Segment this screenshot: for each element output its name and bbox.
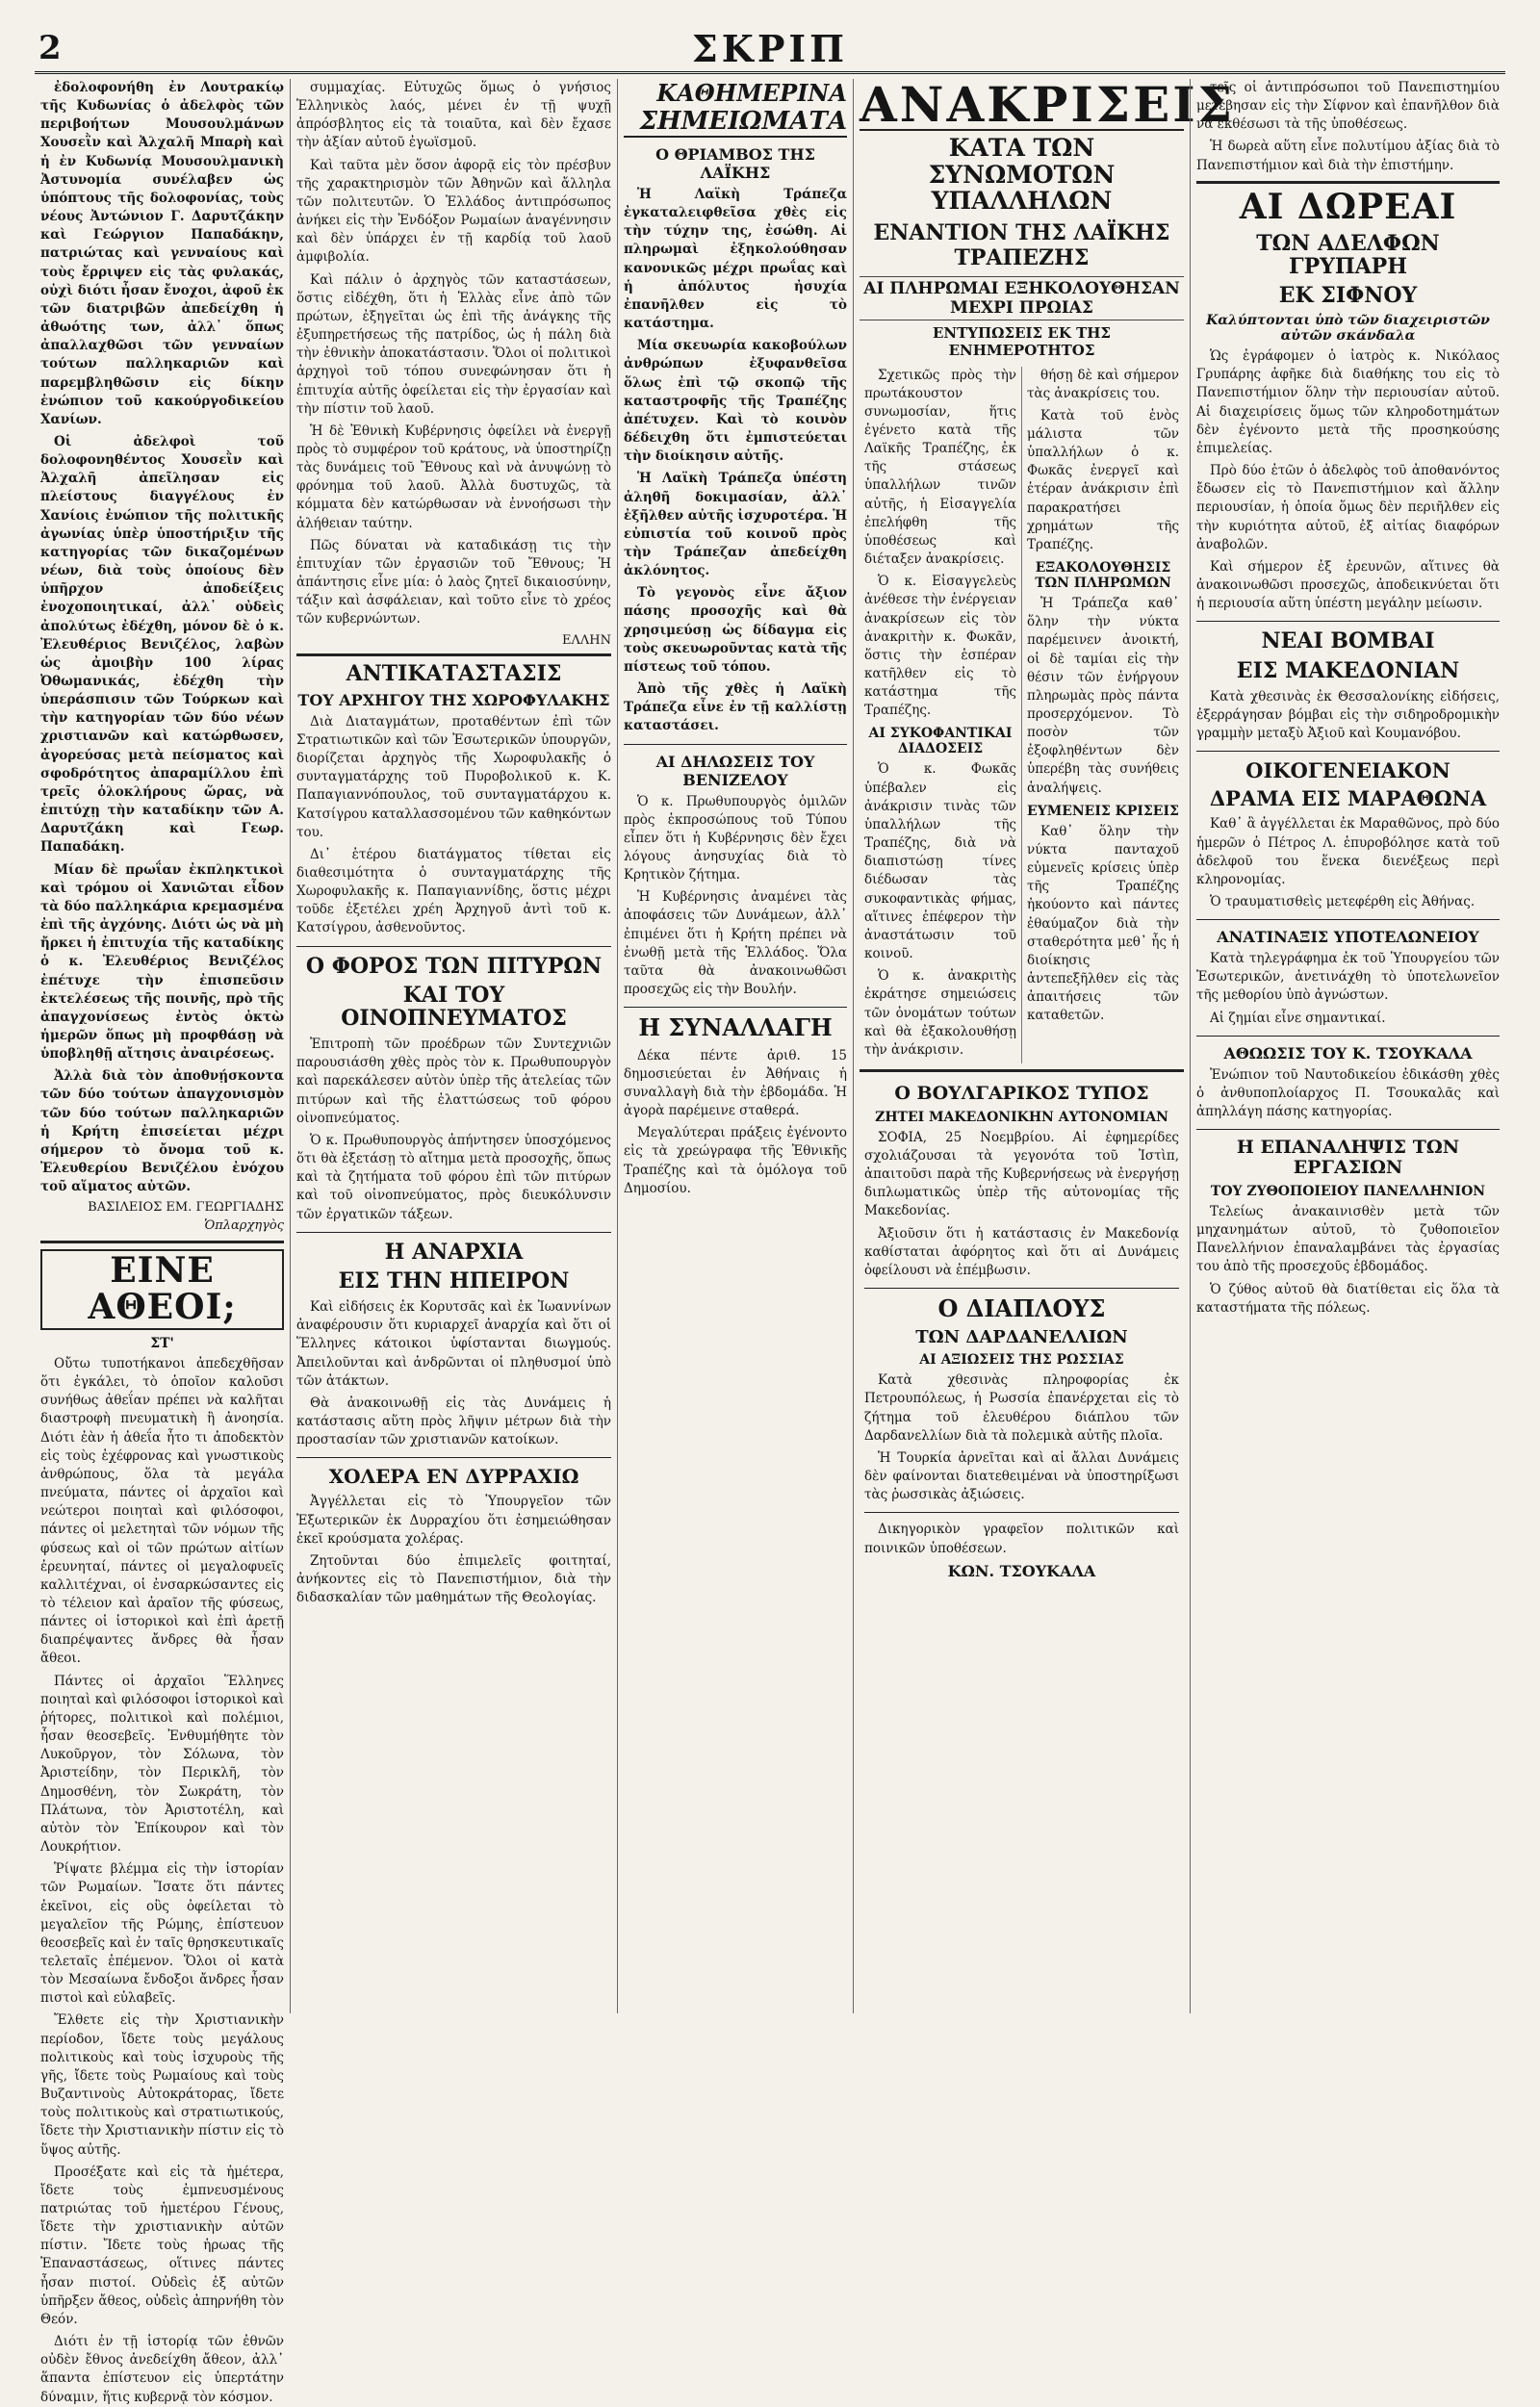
article-title: ΑΘΩΩΣΙΣ ΤΟΥ Κ. ΤΣΟΥΚΑΛΑ <box>1223 1043 1473 1063</box>
paragraph: Οἱ ἀδελφοὶ τοῦ δολοφονηθέντος Χουσεῒν καὶ Ἀλχαλῆ ἀπεῖλησαν εἰς πλείστους διαγγέλους ἐν Χανίοις ἐνώπιον τῆς πολιτικῆς ἀγωνίας ὑπὲρ ὑποστήριξιν τῆς κατηγορίας τῶν δικαζομένων νέων, διὰ τοὺς ὁποίους δὲν ὑπῆρχον ἀποδείξεις ἐνοχοποιητικαί, ἀλλ᾽ οὐδεὶς ἀπολύτως ἐδέχθη, μόνον δὲ ὁ κ. Ἐλευθέριος Βενιζέλος, λαβὼν ὡς ἀμοιβὴν 100 λίρας Ὀθωμανικάς, ἐδέχθη τὴν ὑπεράσπισιν τῶν Τούρκων καὶ τὴν κατηγορίαν τῶν δύο νέων χριστιανῶν καὶ κατώρθωσεν, ἀγορεύσας μετὰ πείσματος καὶ σφοδρότητος ἀπαραμίλλου ἐπὶ τρεῖς ὁλοκλήρους ὥρας, νὰ ἐπιτύχῃ τὴν καταδίκην τῶν Α. Δαρυτζάκη καὶ Γεωρ. Παπαδάκη. <box>40 433 284 856</box>
subcolumn-right <box>1021 367 1184 1063</box>
article-title: ΟΙΚΟΓΕΝΕΙΑΚΟΝ <box>1245 758 1450 783</box>
subcolumn-left <box>860 367 1021 1063</box>
article-deck: ΑΙ ΑΞΙΩΣΕΙΣ ΤΗΣ ΡΩΣΣΙΑΣ <box>919 1352 1124 1369</box>
paragraph: Ἡ Τράπεζα καθ᾽ ὅλην τὴν νύκτα παρέμεινεν ἀνοικτή, οἱ δὲ ταμίαι εἰς τὴν θέσιν τῶν ἐνήργουν πληρωμὰς πρὸς πάντα προσερχόμενον. Τὸ ποσὸν τῶν ἐξοφληθέντων δὲν ὑπερέβη τὰς συνήθεις ἀναλήψεις. <box>1027 596 1179 796</box>
paragraph: Ἔλθετε εἰς τὴν Χριστιανικὴν περίοδον, ἴδετε τοὺς μεγάλους πολιτικοὺς καὶ τοὺς ἰσχυροὺς τῆς γῆς, ἴδετε τοὺς Ρωμαίους καὶ τοὺς Βυζαντινοὺς Αὐτοκράτορας, ἴδετε τοὺς πολιτικοὺς καὶ στρατιωτικούς, ἴδετε τὴν Χριστιανικὴν πίστιν εἰς τὸ ὕψος αὐτῆς. <box>40 2012 284 2158</box>
column-5 <box>1190 79 1505 2013</box>
article-title: Ο ΦΟΡΟΣ ΤΩΝ ΠΙΤΥΡΩΝ <box>305 953 603 979</box>
subhead: ΕΥΜΕΝΕΙΣ ΚΡΙΣΕΙΣ <box>1027 803 1179 819</box>
paragraph: Ἡ Λαϊκὴ Τράπεζα ὑπέστη ἀληθῆ δοκιμασίαν, ἀλλ᾽ ἐξῆλθεν αὐτῆς ἰσχυροτέρα. Ἡ εὐπιστία τοῦ κοινοῦ πρὸς τὴν Τράπεζαν ἀπεδείχθη ἀκλόνητος. <box>624 471 847 579</box>
article-subtitle: ΕΚ ΣΙΦΝΟΥ <box>1278 282 1418 308</box>
columns <box>35 76 1505 2405</box>
article-title: Ο ΘΡΙΑΜΒΟΣ ΤΗΣ ΛΑΪΚΗΣ <box>655 145 815 182</box>
article-subtitle: ΤΟΥ ΑΡΧΗΓΟΥ ΤΗΣ ΧΩΡΟΦΥΛΑΚΗΣ <box>297 690 610 709</box>
column-1 <box>35 79 290 2405</box>
divider <box>860 1069 1184 1072</box>
column-3 <box>617 79 853 2013</box>
subcolumn-left <box>860 1078 1184 1584</box>
paragraph: Ὁ κ. Πρωθυπουργὸς ὁμιλῶν πρὸς ἐκπροσώπους τοῦ Τύπου εἶπεν ὅτι ἡ Κυβέρνησις δὲν ἔχει λόγους ἀνησυχίας διὰ τὸ Κρητικὸν ζήτημα. <box>624 793 847 883</box>
paragraph: Πάντες οἱ ἀρχαῖοι Ἕλληνες ποιηταὶ καὶ φιλόσοφοι ἱστορικοὶ καὶ ῥήτορες, πολιτικοὶ καὶ πολέμιοι, ἦσαν θεοσεβεῖς. Ἐνθυμήθητε τὸν Λυκοῦργον, τὸν Σόλωνα, τὸν Ἀριστείδην, τὸν Περικλῆ, τὸν Δημοσθένη, τὸν Σωκράτη, τὸν Πλάτωνα, τὸν Ἀριστοτέλη, καὶ αὐτὸν τὸν Ἐπίκουρον καὶ τὸν Λουκρήτιον. <box>40 1673 284 1856</box>
paragraph: Διότι ἐν τῇ ἱστορίᾳ τῶν ἐθνῶν οὐδὲν ἔθνος ἀνεδείχθη ἄθεον, ἀλλ᾽ ἅπαντα ἐπίστευον εἰς ὑπερτάτην δύναμιν, ἥτις κυβερνᾷ τὸν κόσμον. <box>40 2334 284 2405</box>
paragraph: Κατὰ χθεσινὰς πληροφορίας ἐκ Πετρουπόλεως, ἡ Ρωσσία ἐπανέρχεται εἰς τὸ ζήτημα τοῦ ἐλευθέρου διάπλου τῶν Δαρδανελλίων διὰ τὰ πολεμικὰ αὐτῆς πλοῖα. <box>864 1372 1179 1444</box>
paragraph: Ἀλλὰ διὰ τὸν ἀποθνῄσκοντα τῶν δύο τούτων ἀπαγχονισμὸν τῶν δύο τούτων παλληκαριῶν ἡ Κρήτη ἐπισείεται μέχρι σήμερον τὸ ὄνομα τοῦ κ. Ἐλευθερίου Βενιζέλου ἐνόχου τοῦ αἵματος αὐτῶν. <box>40 1068 284 1195</box>
masthead <box>35 27 1505 74</box>
divider <box>1196 751 1500 752</box>
paragraph: Δέκα πέντε ἀριθ. 15 δημοσιεύεται ἐν Ἀθήναις ἡ συναλλαγὴ διὰ τὴν ἐβδομάδα. Ἡ ἀγορὰ παρέμεινε σταθερά. <box>624 1047 847 1119</box>
paragraph: Κατὰ τηλεγράφημα ἐκ τοῦ Ὑπουργείου τῶν Ἐσωτερικῶν, ἀνετινάχθη τὸ ὑποτελωνεῖον τῆς μεθορίου ὑπὸ ἀγνώστων. <box>1196 951 1500 1004</box>
paragraph: Ἡ Τουρκία ἀρνεῖται καὶ αἱ ἄλλαι Δυνάμεις δὲν φαίνονται διατεθειμέναι νὰ ὑποστηρίξωσι τὰς ῥωσσικὰς ἀξιώσεις. <box>864 1449 1179 1503</box>
article-subtitle: ΕΙΣ ΜΑΚΕΔΟΝΙΑΝ <box>1236 657 1460 683</box>
divider <box>864 1288 1179 1289</box>
signature: ΕΛΛΗΝ <box>562 632 611 648</box>
headline-deck: ΕΝΤΥΠΩΣΕΙΣ ΕΚ ΤΗΣ ΕΝΗΜΕΡΟΤΗΤΟΣ <box>932 323 1112 359</box>
divider <box>296 1457 611 1458</box>
divider <box>1196 1036 1500 1037</box>
paragraph: Μίαν δὲ πρωΐαν ἐκπληκτικοὶ καὶ τρόμου οἱ Χανιῶται εἶδον τὰ δύο παλληκάρια κρεμασμένα ἐπὶ τῆς ἀγχόνης. Διότι ὡς νὰ μὴ ἤρκει ἡ ἐπιτυχία τῆς καταδίκης ὁ κ. Ἐλευθέριος Βενιζέλος ἐπέτυχε τὴν ἐπισπεῦσιν ἐκτελέσεως τῆς ποινῆς, πρὸ τῆς ἀπαγχονίσεως ἐντὸς ὀκτὼ ἡμερῶν ὅπως μὴ προφθάσῃ νὰ ὑποβληθῇ αἴτησις ἀναιρέσεως. <box>40 861 284 1063</box>
paragraph: Ἐνώπιον τοῦ Ναυτοδικείου ἐδικάσθη χθὲς ὁ ἀνθυποπλοίαρχος Π. Τσουκαλᾶς καὶ ἀπηλλάγη πάσης κατηγορίας. <box>1196 1066 1500 1120</box>
paragraph: Ἀγγέλλεται εἰς τὸ Ὑπουργεῖον τῶν Ἐξωτερικῶν ἐκ Δυρραχίου ὅτι ἐσημειώθησαν ἐκεῖ κρούσματα χολέρας. <box>296 1494 611 1547</box>
page-number: 2 <box>38 29 62 67</box>
headline-deck: ΚΑΤΑ ΤΩΝ ΣΥΝΩΜΟΤΩΝ ΥΠΑΛΛΗΛΩΝ <box>928 134 1116 215</box>
article-subtitle: ΕΙΣ ΤΗΝ ΗΠΕΙΡΟΝ <box>338 1268 570 1293</box>
divider <box>624 744 847 745</box>
divider <box>296 653 611 656</box>
headline-atheists: ΕΙΝΕ ΑΘΕΟΙ; <box>40 1249 284 1330</box>
article-subtitle: ΖΗΤΕΙ ΜΑΚΕΔΟΝΙΚΗΝ ΑΥΤΟΝΟΜΙΑΝ <box>875 1109 1168 1125</box>
article-title: ΑΙ ΔΗΛΩΣΕΙΣ ΤΟΥ ΒΕΝΙΖΕΛΟΥ <box>655 752 815 789</box>
divider <box>296 1232 611 1233</box>
paragraph: Ζητοῦνται δύο ἐπιμελεῖς φοιτηταί, ἀνήκοντες εἰς τὸ Πανεπιστήμιον, διὰ τὴν διδασκαλίαν τῶν μαθημάτων τῆς Θεολογίας. <box>296 1552 611 1606</box>
article-title: Η ΑΝΑΡΧΙΑ <box>384 1239 524 1265</box>
paragraph: Διὰ Διαταγμάτων, προταθέντων ἐπὶ τῶν Στρατιωτικῶν καὶ τῶν Ἐσωτερικῶν ὑπουργῶν, διορίζεται ἀρχηγὸς τῆς Χωροφυλακῆς ὁ συνταγματάρχης τοῦ Πυροβολικοῦ κ. Κ. Παπαγιαννόπουλος, τοῦ συνταγματάρχου κ. Κατσίγρου καταλλασσομένου τῶν καθηκόντων του. <box>296 713 611 840</box>
paragraph: Πρὸ δύο ἐτῶν ὁ ἀδελφὸς τοῦ ἀποθανόντος ἔδωσεν εἰς τὸ Πανεπιστήμιον καὶ ἄλλην περιουσίαν, ἡ ὁποία ὅμως δὲν περιῆλθεν εἰς τὴν κυριότητα αὐτοῦ, ἐξ αἰτίας διαφόρων ἀναβολῶν. <box>1196 463 1500 552</box>
divider <box>624 1007 847 1008</box>
footer-note: Δικηγορικὸν γραφεῖον πολιτικῶν καὶ ποινικῶν ὑποθέσεων. <box>864 1522 1179 1556</box>
signature-role: Ὁπλαρχηγὸς <box>204 1218 284 1234</box>
divider <box>1196 181 1500 184</box>
paragraph: Ἡ Κυβέρνησις ἀναμένει τὰς ἀποφάσεις τῶν Δυνάμεων, ἀλλ᾽ ἐπιμένει ὅτι ἡ Κρήτη πρέπει νὰ ἑνωθῇ μετὰ τῆς Ἑλλάδος. Ὅλα ταῦτα θὰ ἀνακοινωθῶσι προσεχῶς εἰς τὴν Βουλήν. <box>624 889 847 998</box>
paragraph: Ὁ κ. Φωκᾶς ὑπέβαλεν εἰς ἀνάκρισιν τινὰς τῶν ὑπαλλήλων τῆς Τραπέζης, διὰ νὰ διαπιστώσῃ τίνες διέδωσαν τὰς συκοφαντικὰς φήμας, αἵτινες ἐπέφερον τὴν ἀναστάτωσιν τοῦ κοινοῦ. <box>864 761 1016 962</box>
paragraph: Ὡς ἐγράφομεν ὁ ἰατρὸς κ. Νικόλαος Γρυπάρης ἀφῆκε διὰ διαθήκης του εἰς τὸ Πανεπιστήμιον ὅλην τὴν περιουσίαν αὐτοῦ. Αἱ διαχειρίσεις ὅμως τῶν κληροδοτημάτων δὲν ἐγένοντο μετὰ τῆς προσηκούσης ἐπιμελείας. <box>1196 348 1500 456</box>
article-subtitle: ΤΩΝ ΔΑΡΔΑΝΕΛΛΙΩΝ <box>915 1326 1128 1347</box>
paragraph: Πῶς δύναται νὰ καταδικάσῃ τις τὴν ἐπιτυχίαν τῶν ἐργασιῶν τοῦ Ἔθνους; Ἡ ἀπάντησις εἶνε μία: ὁ λαὸς ζητεῖ δικαιοσύνην, τάξιν καὶ ἀσφάλειαν, καὶ τοῦτο εἶνε τὸ χρέος τῶν κυβερνώντων. <box>296 537 611 627</box>
paragraph: Ὁ κ. Εἰσαγγελεὺς ἀνέθεσε τὴν ἐνέργειαν ἀνακρίσεων εἰς τὸν ἀνακριτὴν κ. Φωκᾶν, ὅστις τὴν ἑσπέραν κατῆλθεν εἰς τὸ κατάστημα τῆς Τραπέζης. <box>864 574 1016 719</box>
paragraph: Δι᾽ ἑτέρου διατάγματος τίθεται εἰς διαθεσιμότητα ὁ συνταγματάρχης τῆς Χωροφυλακῆς κ. Παπαγιαννίδης, ὅστις μέχρι τοῦδε ἐξετέλει χρέη Ἀρχηγοῦ ἀντὶ τοῦ κ. Κατσίγρου, ἀσθενοῦντος. <box>296 846 611 936</box>
article-title: ΑΙ ΔΩΡΕΑΙ <box>1239 186 1457 227</box>
paragraph: Ἡ δὲ Ἐθνικὴ Κυβέρνησις ὀφείλει νὰ ἐνεργῇ πρὸς τὸ συμφέρον τοῦ κράτους, νὰ ὑποστηρίζῃ τὰς δυνάμεις τοῦ Ἔθνους καὶ νὰ ἀνυψώνῃ τὸ φρόνημα τοῦ λαοῦ. Ἀλλὰ δυστυχῶς, τὰ κόμματα δὲν κατώρθωσαν νὰ ἐννοήσωσι τὴν ἀλήθειαν ταύτην. <box>296 423 611 531</box>
paragraph: ἐδολοφονήθη ἐν Λουτρακίῳ τῆς Κυδωνίας ὁ ἀδελφὸς τῶν περιβοήτων Μουσουλμάνων Χουσεῒν καὶ Ἀλχαλῆ Μπαρὴ καὶ ἡ ἐν Κυδωνίᾳ Μουσουλμανικὴ Ἀστυνομία συνέλαβεν ὡς ὑπόπτους τῆς δολοφονίας, τοὺς νέους Ἀντώνιον Γ. Δαρυτζάκην καὶ Γεώργιον Παπαδάκην, πατριώτας καὶ γενναίους καὶ τοὺς ἔρριψεν εἰς τὰς φυλακάς, οὐχὶ διότι ἦσαν ἔνοχοι, ἀφοῦ ἐκ τῶν διατριβῶν ἀπεδείχθη ἡ ἀθωότης των, ἀλλ᾽ ὅπως ἀπαλλαχθῶσι τῶν γενναίων τούτων παλληκαριῶν καὶ παρεμβληθῶσιν εἰς δίκην ἐνώπιον τοῦ κακούργοδικείου Χανίων. <box>40 80 284 427</box>
paragraph: Καὶ ταῦτα μὲν ὅσον ἀφορᾷ εἰς τὸν πρέσβυν τῆς χαρακτηρισμὸν τῶν Ἀθηνῶν καὶ ἄλληλα τῶν πολιτευτῶν. Ὁ Ἑλλάδος ἀντιπρόσωπος ἀνήκει εἰς τὴν Ἐνδόξον Ρωμαίων ἀναγέννησιν καὶ δὲν ὑπάρχει ἐν τῇ καρδίᾳ τοῦ λαοῦ ἀμφιβολία. <box>296 157 611 266</box>
paragraph: Ὁ ζύθος αὐτοῦ θὰ διατίθεται εἰς ὅλα τὰ καταστήματα τῆς πόλεως. <box>1196 1281 1500 1316</box>
headline-deck: ΕΝΑΝΤΙΟΝ ΤΗΣ ΛΑΪΚΗΣ ΤΡΑΠΕΖΗΣ <box>873 219 1170 270</box>
paragraph: Ἐπιτροπὴ τῶν προέδρων τῶν Συντεχνιῶν παρουσιάσθη χθὲς πρὸς τὸν κ. Πρωθυπουργὸν καὶ παρεκάλεσεν αὐτὸν ὑπὲρ τῆς ἀτελείας τῶν πιτύρων καὶ τῆς ἐλαττώσεως τοῦ φόρου οἰνοπνεύματος. <box>296 1037 611 1126</box>
column-2 <box>290 79 617 2013</box>
paragraph: Καὶ πάλιν ὁ ἀρχηγὸς τῶν καταστάσεων, ὅστις εἰδέχθη, ὅτι ἡ Ἑλλὰς εἶνε ἀπὸ τῶν πρώτων, ἐξηγεῖται ὡς ἐπὶ τῆς ἀνάγκης τῆς ἐξυπηρετήσεως τῆς πατρίδος, ὡς ἡ πάλη διὰ τὴν ἐθνικὴν ἀποκατάστασιν. Ὅλοι οἱ πολιτικοὶ ἀρχηγοὶ τοῦ τόπου συνεφώνησαν ὅτι ἡ ἐπιτυχία αὐτῆς ὀφείλεται εἰς τὴν ἐργασίαν καὶ τὴν πίστιν τοῦ λαοῦ. <box>296 271 611 417</box>
article-title: ΑΝΑΤΙΝΑΞΙΣ ΥΠΟΤΕΛΩΝΕΙΟΥ <box>1217 928 1479 947</box>
paragraph: Κατὰ χθεσινὰς ἐκ Θεσσαλονίκης εἰδήσεις, ἐξερράγησαν βόμβαι εἰς τὴν σιδηροδρομικὴν γραμμὴν μεταξὺ Ἀξιοῦ καὶ Κουμανόβου. <box>1196 688 1500 742</box>
paragraph: Ῥίψατε βλέμμα εἰς τὴν ἱστορίαν τῶν Ρωμαίων. Ἴσατε ὅτι πάντες ἐκεῖνοι, εἰς οὓς ὀφείλεται τὸ μεγαλεῖον τῆς Ρώμης, ἐπίστευον θεοσεβεῖς καὶ ἐν ταῖς θρησκευτικαῖς τελεταῖς ἐπέμενον. Ὅλοι οἱ κατὰ τὸν Μεσαίωνα ἔνδοξοι ἄνδρες ἦσαν πιστοὶ καὶ εὐλαβεῖς. <box>40 1861 284 2007</box>
article-subtitle: ΚΑΙ ΤΟΥ ΟΙΝΟΠΝΕΥΜΑΤΟΣ <box>341 982 567 1031</box>
paragraph: Καὶ σήμερον ἐξ ἐρευνῶν, αἵτινες θὰ ἀνακοινωθῶσι προσεχῶς, ἀποδεικνύεται ὅτι ἡ περιουσία αὕτη ὑπέστη μεγάλην μείωσιν. <box>1196 558 1500 612</box>
article-title: ΝΕΑΙ ΒΟΜΒΑΙ <box>1261 628 1435 654</box>
divider <box>1196 1129 1500 1130</box>
paragraph: Καθ᾽ ἃ ἀγγέλλεται ἐκ Μαραθῶνος, πρὸ δύο ἡμερῶν ὁ Πέτρος Λ. ἐπυροβόλησε κατὰ τοῦ ἀδελφοῦ του ἕνεκα διενέξεως περὶ κληρονομίας. <box>1196 816 1500 887</box>
article-subtitle: ΔΡΑΜΑ ΕΙΣ ΜΑΡΑΘΩΝΑ <box>1209 786 1487 811</box>
paragraph: Ἡ Λαϊκὴ Τράπεζα ἐγκαταλειφθεῖσα χθὲς εἰς τὴν τύχην της, ἐσώθη. Αἱ πληρωμαὶ ἐξηκολούθησαν κανονικῶς μέχρι πρωΐας καὶ ἡ ἀπόλυτος ἠσυχία ἐπανῆλθεν εἰς τὸ κατάστημα. <box>624 187 847 332</box>
article-deck: Καλύπτονται ὑπὸ τῶν διαχειριστῶν αὐτῶν σκάνδαλα <box>1206 313 1490 345</box>
divider <box>864 1512 1179 1513</box>
paragraph: Ἀπὸ τῆς χθὲς ἡ Λαϊκὴ Τράπεζα εἶνε ἐν τῇ καλλίστῃ καταστάσει. <box>624 681 847 734</box>
headline-marker: ΣΤ' <box>150 1335 174 1351</box>
article-title: Η ΣΥΝΑΛΛΑΓΗ <box>638 1013 833 1042</box>
paragraph: Θὰ ἀνακοινωθῇ εἰς τὰς Δυνάμεις ἡ κατάστασις αὕτη πρὸς λῆψιν μέτρων διὰ τὴν προστασίαν τῶν χριστιανῶν κατοίκων. <box>296 1395 611 1448</box>
article-murder <box>40 79 284 1196</box>
paragraph: Τὸ γεγονὸς εἶνε ἄξιον πάσης προσοχῆς καὶ θὰ χρησιμεύσῃ ὡς δίδαγμα εἰς τοὺς σκευωροῦντας κατὰ τῆς πίστεως τοῦ τόπου. <box>624 585 847 675</box>
divider <box>1196 919 1500 920</box>
paragraph: Σχετικῶς πρὸς τὴν πρωτάκουστον συνωμοσίαν, ἥτις ἐγένετο κατὰ τῆς Λαϊκῆς Τραπέζης, ἐκ τῆς στάσεως ὑπαλλήλων τινῶν αὐτῆς, ἡ Εἰσαγγελία ἐπελήφθη τῆς ὑποθέσεως καὶ διέταξεν ἀνακρίσεις. <box>864 367 1016 568</box>
paragraph: Οὔτω τυποτήκανοι ἀπεδεχθῆσαν ὅτι ἐγκάλει, τὸ ὁποῖον καλοῦσι συνήθως ἀθεΐαν πρέπει νὰ καλῆται διαστροφὴ πνευματικὴ ἢ ἀνοησία. Διότι ἐὰν ἡ ἀθεΐα ἦτο τι ἀποδεκτὸν εἰς τοὺς ἐχέφρονας καὶ γνωστικοὺς ἀνθρώπους, ὅλα τὰ μεγάλα πνεύματα, πάντες οἱ ἀρχαῖοι καὶ νεώτεροι ποιηταὶ καὶ φιλόσοφοι, πάντες οἱ μελετηταὶ τῶν νόμων τῆς φύσεως καὶ οἱ τῶν πρώτων αἰτίων ἐρευνηταί, πάντες οἱ μεγαλοφυεῖς καλλιτέχναι, οἱ ἐνσαρκώσαντες εἰς τὸ τέλειον καὶ ἀραῖον τῆς φύσεως, πάντες οἱ ἱστορικοὶ καὶ ἐπὶ ἀρετῇ διαπρέψαντες ἄνδρες θὰ ἦσαν ἄθεοι. <box>40 1355 284 1667</box>
article-title: ΑΝΤΙΚΑΤΑΣΤΑΣΙΣ <box>346 660 562 686</box>
subcolumns <box>860 367 1184 1063</box>
article-title: Ο ΔΙΑΠΛΟΥΣ <box>937 1294 1106 1323</box>
paragraph: Τελείως ἀνακαινισθὲν μετὰ τῶν μηχανημάτων αὐτοῦ, τὸ ζυθοποιεῖον Πανελλήνιον ἐπαναλαμβάνει τὰς ἐργασίας του ἀπὸ τῆς προσεχοῦς ἑβδομάδος. <box>1196 1204 1500 1275</box>
paragraph: Καθ᾽ ὅλην τὴν νύκτα πανταχοῦ εὐμενεῖς κρίσεις ὑπὲρ τῆς Τραπέζης ἠκούοντο καὶ πάντες ἐθαύμαζον διὰ τὴν σταθερότητα μεθ᾽ ἧς ἡ διοίκησις ἀντεπεξῆλθεν εἰς τὰς ἀπαιτήσεις τῶν καταθετῶν. <box>1027 823 1179 1024</box>
section-kicker-2: ΣΗΜΕΙΩΜΑΤΑ <box>624 107 847 138</box>
divider <box>40 1241 284 1243</box>
subcolumns-lower <box>860 1078 1184 1584</box>
subhead: ΕΞΑΚΟΛΟΥΘΗΣΙΣ ΤΩΝ ΠΛΗΡΩΜΩΝ <box>1035 560 1171 592</box>
paragraph: Ἀξιοῦσιν ὅτι ἡ κατάστασις ἐν Μακεδονίᾳ καθίσταται ἀφόρητος καὶ ὅτι αἱ Δυνάμεις ὀφείλουσι νὰ ἐπέμβωσιν. <box>864 1225 1179 1278</box>
section-kicker: ΚΑΘΗΜΕΡΙΝΑ <box>656 79 847 107</box>
article-title: Ο ΒΟΥΛΓΑΡΙΚΟΣ ΤΥΠΟΣ <box>894 1082 1149 1104</box>
paper-name: ΣΚΡΙΠ <box>691 27 849 70</box>
paragraph: συμμαχίας. Εὐτυχῶς ὅμως ὁ γνήσιος Ἑλληνικὸς λαός, μένει ἐν τῇ ψυχῇ ἀπρόσβλητος εἰς τὰ τοιαῦτα, καὶ δὲν ἔχασε τὴν ἀξίαν αὐτοῦ ἐγωϊσμοῦ. <box>296 80 611 151</box>
paragraph: Ἡ δωρεὰ αὕτη εἶνε πολυτίμου ἀξίας διὰ τὸ Πανεπιστήμιον καὶ διὰ τὴν ἐπιστήμην. <box>1196 139 1500 173</box>
paragraph: Ὁ κ. ἀνακριτὴς ἐκράτησε σημειώσεις τῶν ὀνομάτων τούτων καὶ θὰ ἐξακολουθήσῃ τὴν ἀνάκρισιν. <box>864 968 1016 1058</box>
divider <box>1196 621 1500 622</box>
article-title: Η ΕΠΑΝΑΛΗΨΙΣ ΤΩΝ ΕΡΓΑΣΙΩΝ <box>1236 1137 1460 1179</box>
divider <box>296 946 611 947</box>
paragraph: Κατὰ τοῦ ἑνὸς μάλιστα τῶν ὑπαλλήλων ὁ κ. Φωκᾶς ἐνεργεῖ καὶ ἑτέραν ἀνάκρισιν ἐπὶ παρακρατήσει χρημάτων τῆς Τραπέζης. <box>1027 407 1179 552</box>
article-subtitle: ΤΩΝ ΑΔΕΛΦΩΝ ΓΡΥΠΑΡΗ <box>1256 230 1440 279</box>
paragraph: Καὶ εἰδήσεις ἐκ Κορυτσᾶς καὶ ἐκ Ἰωαννίνων ἀναφέρουσιν ὅτι κυριαρχεῖ ἀναρχία καὶ ὅτι οἱ Ἕλληνες κάτοικοι ὑφίστανται διωγμούς. Ἀπειλοῦνται καὶ ἀνδρῶνται οἱ πληθυσμοί ὑπὸ τῶν ἀτάκτων. <box>296 1299 611 1389</box>
paragraph: Μεγαλύτεραι πράξεις ἐγένοντο εἰς τὰ χρεώγραφα τῆς Ἐθνικῆς Τραπέζης καὶ τὰ ὁμόλογα τοῦ Δημοσίου. <box>624 1125 847 1196</box>
article-title: ΧΟΛΕΡΑ ΕΝ ΔΥΡΡΑΧΙΩ <box>328 1465 579 1489</box>
main-headline: ΑΝΑΚΡΙΣΕΙΣ <box>860 76 1235 133</box>
subhead: ΑΙ ΣΥΚΟΦΑΝΤΙΚΑΙ ΔΙΑΔΟΣΕΙΣ <box>868 726 1013 757</box>
paragraph: τεῖς οἱ ἀντιπρόσωποι τοῦ Πανεπιστημίου μετέβησαν εἰς τὴν Σίφνον καὶ ἐπανῆλθον διὰ νὰ ἐκθέσωσι τὰ τῆς ὑποθέσεως. <box>1196 80 1500 133</box>
paragraph: Προσέξατε καὶ εἰς τὰ ἡμέτερα, ἴδετε τοὺς ἐμπνευσμένους πατριώτας τοῦ ἡμετέρου Γένους, ἴδετε τὴν χριστιανικὴν αὐτῶν πίστιν. Ἴδετε τοὺς ἡρωας τῆς Ἐπαναστάσεως, οἵτινες πάντες ἦσαν πιστοί. Οὐδεὶς ἐξ αὐτῶν ὑπῆρξεν ἄθεος, οὐδεὶς ἀπηρνήθη τὸν Θεόν. <box>40 2164 284 2327</box>
paragraph: ΣΟΦΙΑ, 25 Νοεμβρίου. Αἱ ἐφημερίδες σχολιάζουσαι τὰ γεγονότα τοῦ Ἰστὶπ, ἀπαιτοῦσι παρὰ τῆς Κυβερνήσεως νὰ ἐνεργήσῃ διπλωματικῶς ὑπὲρ τῆς αὐτονομίας τῆς Μακεδονίας. <box>864 1129 1179 1219</box>
paragraph: θήσῃ δὲ καὶ σήμερον τὰς ἀνακρίσεις του. <box>1027 367 1179 401</box>
paragraph: Αἱ ζημίαι εἶνε σημαντικαί. <box>1210 1010 1386 1026</box>
paragraph: Ὁ κ. Πρωθυπουργὸς ἀπήντησεν ὑποσχόμενος ὅτι θὰ ἐξετάσῃ τὸ αἴτημα μετὰ προσοχῆς, ὅπως καὶ τὰ ζητήματα τοῦ φόρου ἐπὶ τῶν πιτύρων καὶ τοῦ οἰνοπνεύματος, πρὸς διευκόλυνσιν τῶν ἐργατικῶν τάξεων. <box>296 1132 611 1222</box>
article-subtitle: ΤΟΥ ΖΥΘΟΠΟΙΕΙΟΥ ΠΑΝΕΛΛΗΝΙΟΝ <box>1210 1184 1486 1200</box>
paragraph: Ὁ τραυματισθεὶς μετεφέρθη εἰς Ἀθήνας. <box>1210 893 1476 909</box>
headline-deck: ΑΙ ΠΛΗΡΩΜΑΙ ΕΞΗΚΟΛΟΥΘΗΣΑΝ ΜΕΧΡΙ ΠΡΩΙΑΣ <box>860 276 1184 320</box>
column-4 <box>853 76 1235 2013</box>
paragraph: Μία σκευωρία κακοβούλων ἀνθρώπων ἐξυφανθεῖσα ὅλως ἐπὶ τῷ σκοπῷ τῆς καταστροφῆς τῆς Τραπέζης ἀπέτυχεν. Καὶ τὸ κοινὸν δέδειχθη ὅτι ἐμπιστεύεται τὴν διοίκησιν αὐτῆς. <box>624 338 847 465</box>
footer-name: ΚΩΝ. ΤΣΟΥΚΑΛΑ <box>947 1561 1096 1580</box>
signature: ΒΑΣΙΛΕΙΟΣ ΕΜ. ΓΕΩΡΓΙΑΔΗΣ <box>88 1200 284 1216</box>
